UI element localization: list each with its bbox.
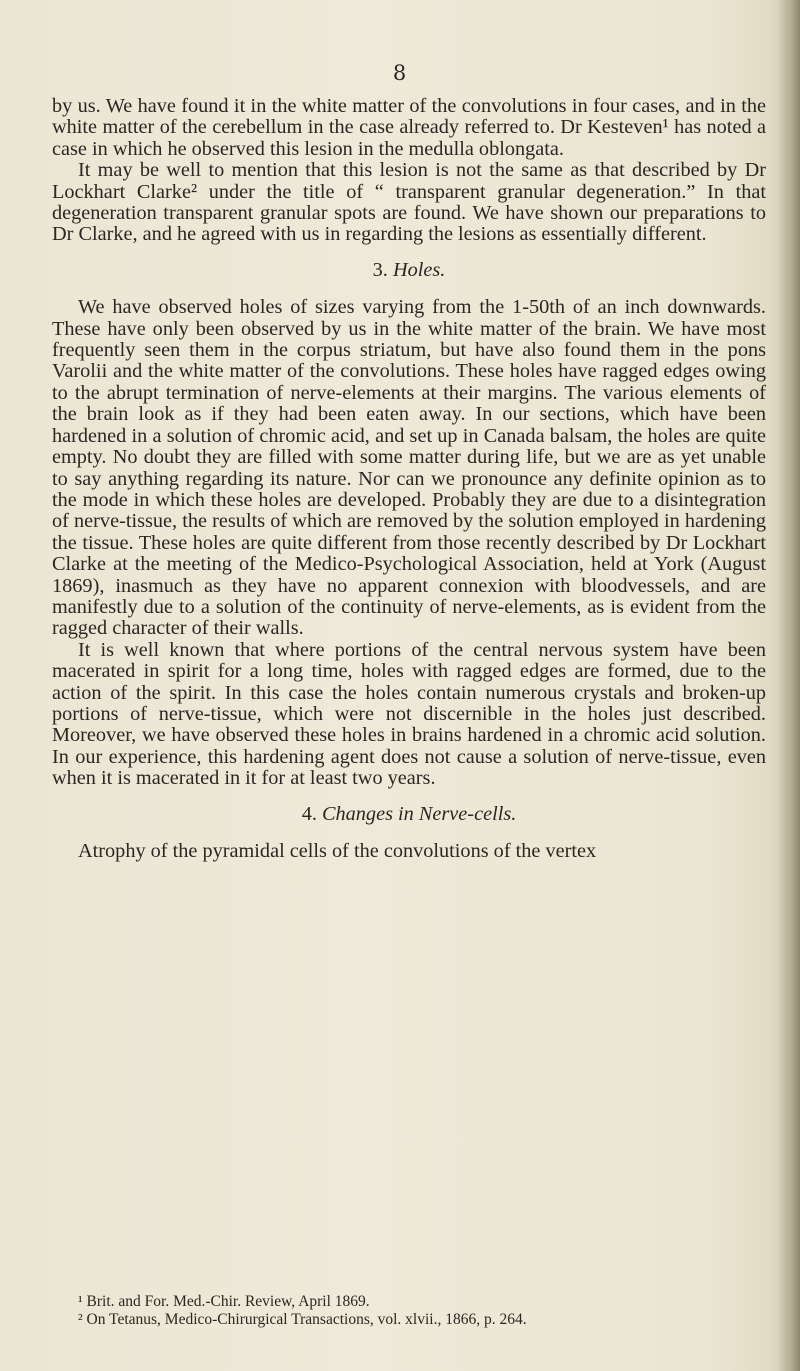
section-number: 3. xyxy=(372,258,388,281)
footnotes xyxy=(52,1293,766,1329)
paragraph-holes: We have observed holes of sizes varying from the 1-50th of an inch downwards. These have only been observed by us in the white matter of the brain. We have most frequently seen them in the corpus striatum, but have also found them in the pons Varolii and the white matter of the convolutions. These holes have ragged edges owing to the abrupt termination of nerve-elements at their margins. The various elements of the brain look as if they had been eaten away. In our sections, which have been hardened in a solution of chromic acid, and set up in Canada balsam, the holes are quite empty. No doubt they are filled with some matter during life, but we are as yet unable to say anything regarding its nature. Nor can we pronounce any definite opinion as to the mode in which these holes are developed. Probably they are due to a disintegration of nerve-tissue, the results of which are removed by the solution employed in hardening the tissue. These holes are quite different from those recently described by Dr Lockhart Clarke at the meeting of the Medico-Psychological Association, held at York (August 1869), inasmuch as they have no apparent connexion with bloodvessels, and are manifestly due to a solution of the continuity of nerve-elements, as is evident from the ragged character of their walls. xyxy=(52,296,766,640)
paragraph-atrophy: Atrophy of the pyramidal cells of the convolutions of the vertex xyxy=(78,840,597,862)
section-title: Changes in Nerve-cells. xyxy=(321,802,517,825)
section-heading-holes xyxy=(52,260,766,281)
page-edge-shadow xyxy=(778,0,800,1371)
paragraph-lockhart-clarke: It may be well to mention that this lesion is not the same as that described by Dr Lockhart Clarke² under the title of “ transparent granular degeneration.” In that degeneration transparent granular spots are found. We have shown our preparations to Dr Clarke, and he agreed with us in regarding the lesions as essentially different. xyxy=(52,159,766,246)
paragraph-continuation: by us. We have found it in the white matter of the convolutions in four cases, and in the white matter of the cerebellum in the case already referred to. Dr Kesteven¹ has noted a case in which he observed this lesion in the medulla oblongata. xyxy=(52,95,766,160)
section-number: 4. xyxy=(301,802,317,825)
body-text xyxy=(52,96,766,862)
section-heading-nerve-cells xyxy=(52,804,766,825)
footnote-1: ¹ Brit. and For. Med.-Chir. Review, April 1869. xyxy=(78,1293,370,1310)
footnote-2: ² On Tetanus, Medico-Chirurgical Transactions, vol. xlvii., 1866, p. 264. xyxy=(78,1311,527,1328)
paragraph-maceration: It is well known that where portions of the central nervous system have been macerated in spirit for a long time, holes with ragged edges are formed, due to the action of the spirit. In this case the holes contain numerous crystals and broken-up portions of nerve-tissue, which were not discernible in the holes just described. Moreover, we have observed these holes in brains hardened in a chromic acid solution. In our experience, this hardening agent does not cause a solution of nerve-tissue, even when it is macerated in it for at least two years. xyxy=(52,638,766,790)
section-title: Holes. xyxy=(392,258,446,281)
page-number: 8 xyxy=(392,61,408,85)
